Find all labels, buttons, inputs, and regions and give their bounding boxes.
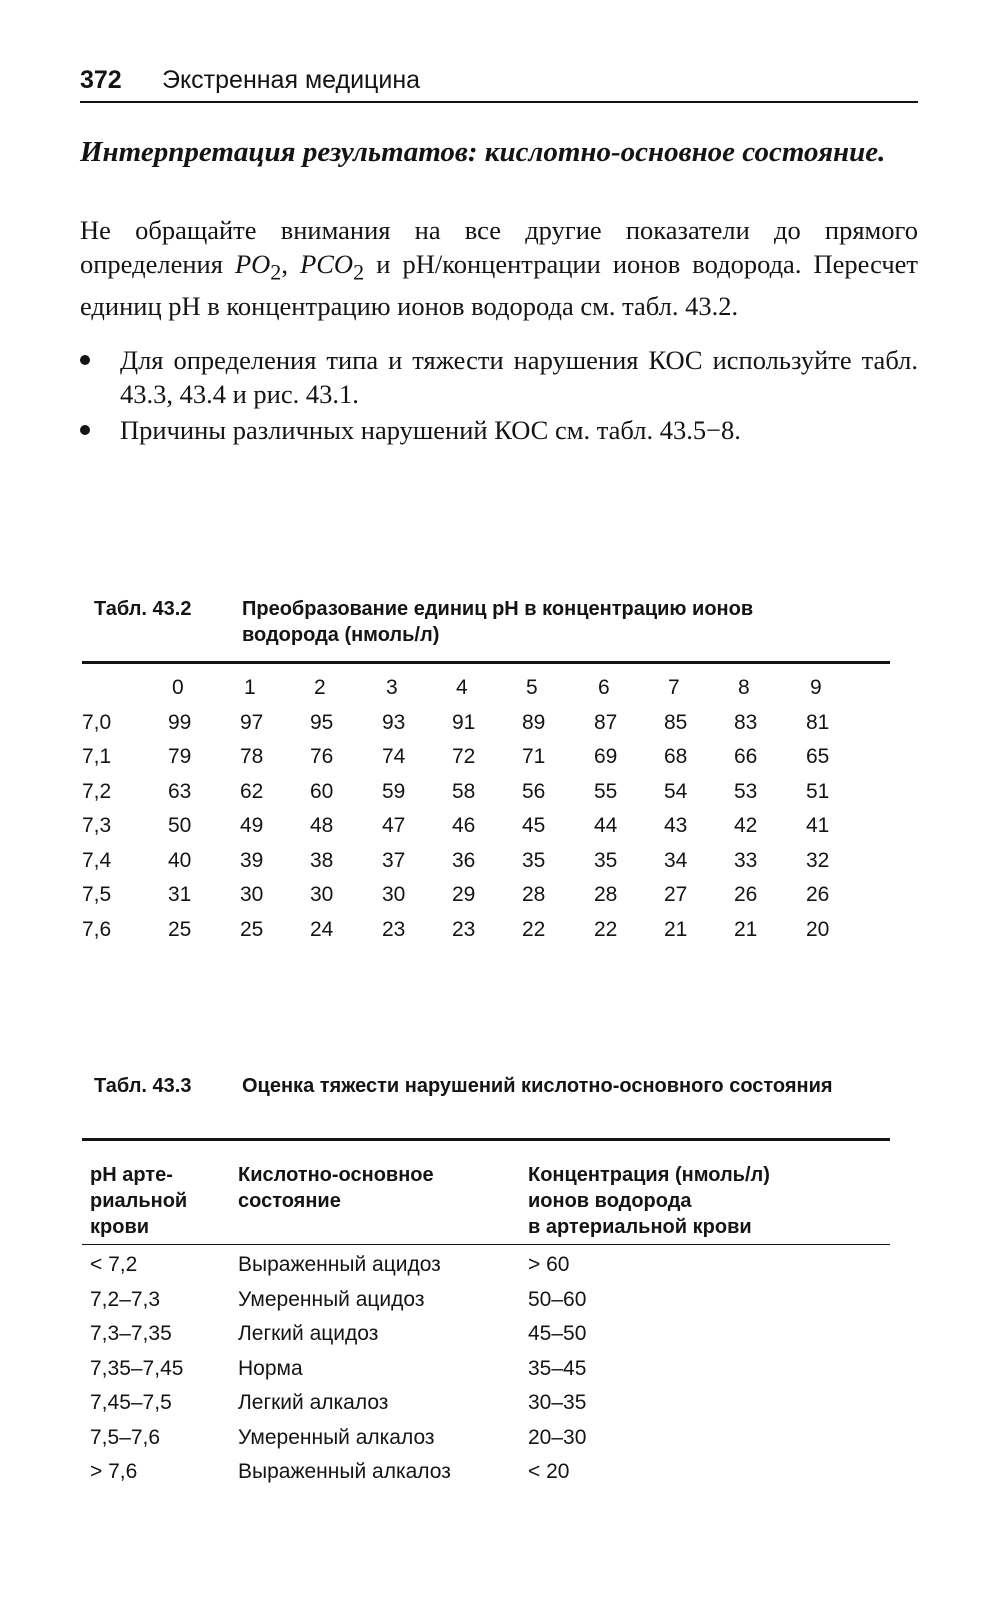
row-ph-range: > 7,6 bbox=[90, 1460, 138, 1483]
table-cell-value: 25 bbox=[240, 917, 264, 941]
table-row bbox=[82, 1322, 892, 1356]
row-acid-base-state: Легкий алкалоз bbox=[238, 1391, 389, 1414]
table-43-2-number: Табл. 43.2 bbox=[94, 598, 192, 620]
row-ph-range: 7,35–7,45 bbox=[90, 1356, 184, 1380]
table-cell-value: 26 bbox=[734, 883, 758, 906]
row-ph-label: 7,6 bbox=[82, 917, 112, 941]
table-cell-value: 35 bbox=[522, 848, 546, 872]
table-cell-value: 47 bbox=[382, 814, 406, 837]
row-ph-range: 7,45–7,5 bbox=[90, 1391, 172, 1414]
table-row bbox=[82, 1357, 892, 1391]
table-cell-value: 43 bbox=[664, 814, 688, 837]
row-concentration: 50–60 bbox=[528, 1287, 587, 1311]
table-cell-value: 23 bbox=[382, 917, 406, 941]
running-title: Экстренная медицина bbox=[162, 66, 421, 94]
table-cell-value: 62 bbox=[240, 779, 264, 803]
table-cell-value: 54 bbox=[664, 779, 688, 803]
table-cell-value: 51 bbox=[806, 779, 830, 803]
table-row bbox=[82, 1426, 892, 1460]
table-cell-value: 28 bbox=[522, 883, 546, 906]
body-paragraph bbox=[80, 213, 918, 323]
para-text-2: , bbox=[281, 249, 301, 279]
table-cell-value: 68 bbox=[664, 745, 688, 768]
row-acid-base-state: Выраженный алкалоз bbox=[238, 1460, 451, 1483]
column-header-digit: 4 bbox=[456, 676, 468, 699]
table-cell-value: 38 bbox=[310, 848, 334, 872]
table-43-3-header-rule bbox=[82, 1244, 890, 1245]
table-43-3-number: Табл. 43.3 bbox=[94, 1075, 192, 1097]
column-header-digit: 0 bbox=[172, 676, 184, 699]
table-cell-value: 58 bbox=[452, 779, 476, 803]
table-cell-value: 89 bbox=[522, 710, 546, 734]
table-cell-value: 22 bbox=[594, 917, 618, 941]
table-cell-value: 91 bbox=[452, 710, 476, 734]
table-cell-value: 63 bbox=[168, 779, 192, 803]
row-ph-range: < 7,2 bbox=[90, 1253, 138, 1276]
table-cell-value: 33 bbox=[734, 848, 758, 872]
row-acid-base-state: Легкий ацидоз bbox=[238, 1322, 379, 1345]
po2-symbol: PO bbox=[234, 249, 271, 279]
table-cell-value: 97 bbox=[240, 710, 264, 734]
row-ph-range: 7,5–7,6 bbox=[90, 1425, 161, 1449]
table-cell-value: 35 bbox=[594, 848, 618, 872]
table-43-3-body bbox=[82, 1253, 890, 1503]
table-43-3-top-rule bbox=[82, 1138, 890, 1141]
table-cell-value: 44 bbox=[594, 814, 618, 837]
section-title: Интерпретация результатов: кислотно-основное состояние. bbox=[80, 136, 886, 168]
table-cell-value: 21 bbox=[734, 917, 758, 941]
row-acid-base-state: Выраженный ацидоз bbox=[238, 1253, 441, 1276]
po2-subscript: 2 bbox=[270, 259, 282, 285]
bullet-dot-icon bbox=[80, 355, 90, 365]
table-cell-value: 78 bbox=[240, 745, 264, 768]
table-cell-value: 87 bbox=[594, 710, 618, 734]
table-cell-value: 26 bbox=[806, 883, 830, 906]
table-cell-value: 55 bbox=[594, 779, 618, 803]
running-header bbox=[80, 62, 916, 102]
table-cell-value: 22 bbox=[522, 917, 546, 941]
table-cell-value: 31 bbox=[168, 883, 192, 906]
row-ph-label: 7,2 bbox=[82, 779, 112, 803]
row-acid-base-state: Умеренный ацидоз bbox=[238, 1287, 425, 1311]
column-header-digit: 7 bbox=[668, 676, 680, 699]
table-cell-value: 41 bbox=[806, 814, 830, 837]
table-row bbox=[82, 1391, 892, 1425]
row-ph-label: 7,0 bbox=[82, 710, 112, 734]
table-cell-value: 27 bbox=[664, 883, 688, 906]
row-ph-range: 7,2–7,3 bbox=[90, 1287, 161, 1311]
table-cell-value: 32 bbox=[806, 848, 830, 872]
table-43-3-header-ph: pH арте- риальной крови bbox=[90, 1164, 188, 1238]
header-rule bbox=[80, 101, 918, 103]
row-concentration: 35–45 bbox=[528, 1356, 587, 1380]
row-ph-label: 7,1 bbox=[82, 745, 112, 768]
table-cell-value: 30 bbox=[240, 883, 264, 906]
para-text-3: и pH/концентрации ионов водорода. Пересчет единиц pH в концентрацию ионов водорода см. табл. 43.2. bbox=[80, 249, 918, 322]
column-header-digit: 1 bbox=[244, 676, 256, 699]
table-row bbox=[82, 1253, 892, 1287]
table-cell-value: 66 bbox=[734, 745, 758, 768]
table-cell-value: 65 bbox=[806, 745, 830, 768]
table-cell-value: 42 bbox=[734, 814, 758, 837]
table-cell-value: 69 bbox=[594, 745, 618, 768]
pco2-subscript: 2 bbox=[353, 259, 365, 285]
column-header-digit: 6 bbox=[598, 676, 610, 699]
table-cell-value: 37 bbox=[382, 848, 406, 872]
table-cell-value: 21 bbox=[664, 917, 688, 941]
table-cell-value: 93 bbox=[382, 710, 406, 734]
table-cell-value: 48 bbox=[310, 814, 334, 837]
table-cell-value: 74 bbox=[382, 745, 406, 768]
table-cell-value: 25 bbox=[168, 917, 192, 941]
page-number: 372 bbox=[80, 66, 122, 94]
table-cell-value: 76 bbox=[310, 745, 334, 768]
column-header-digit: 5 bbox=[526, 676, 538, 699]
table-cell-value: 59 bbox=[382, 779, 406, 803]
table-cell-value: 71 bbox=[522, 745, 546, 768]
column-header-digit: 3 bbox=[386, 676, 398, 699]
column-header-digit: 2 bbox=[314, 676, 326, 699]
table-cell-value: 34 bbox=[664, 848, 688, 872]
table-cell-value: 99 bbox=[168, 710, 192, 734]
row-concentration: 30–35 bbox=[528, 1391, 587, 1414]
table-43-2-caption bbox=[94, 596, 894, 652]
table-cell-value: 23 bbox=[452, 917, 476, 941]
table-cell-value: 45 bbox=[522, 814, 546, 837]
row-concentration: 45–50 bbox=[528, 1322, 587, 1345]
row-ph-label: 7,5 bbox=[82, 883, 112, 906]
row-ph-range: 7,3–7,35 bbox=[90, 1322, 172, 1345]
table-row bbox=[82, 1288, 892, 1322]
table-cell-value: 81 bbox=[806, 710, 830, 734]
table-cell-value: 28 bbox=[594, 883, 618, 906]
column-header-digit: 8 bbox=[738, 676, 750, 699]
table-43-2-grid bbox=[82, 676, 890, 946]
row-acid-base-state: Норма bbox=[238, 1356, 303, 1380]
para-text-1: Не обращайте внимания на все другие показатели до прямого определения bbox=[80, 215, 918, 279]
table-43-3-header-conc: Концентрация (нмоль/л) ионов водорода в артериальной крови bbox=[528, 1164, 770, 1238]
table-cell-value: 30 bbox=[382, 883, 406, 906]
table-cell-value: 29 bbox=[452, 883, 476, 906]
row-ph-label: 7,3 bbox=[82, 814, 112, 837]
table-43-2-title: Преобразование единиц pH в концентрацию ионов водорода (нмоль/л) bbox=[242, 598, 754, 646]
table-cell-value: 85 bbox=[664, 710, 688, 734]
row-concentration: < 20 bbox=[528, 1460, 570, 1483]
table-cell-value: 95 bbox=[310, 710, 334, 734]
table-cell-value: 53 bbox=[734, 779, 758, 803]
table-row bbox=[82, 1460, 892, 1494]
column-header-digit: 9 bbox=[810, 676, 822, 699]
row-acid-base-state: Умеренный алкалоз bbox=[238, 1425, 435, 1449]
row-concentration: 20–30 bbox=[528, 1425, 587, 1449]
table-cell-value: 36 bbox=[452, 848, 476, 872]
table-cell-value: 20 bbox=[806, 917, 830, 941]
table-cell-value: 60 bbox=[310, 779, 334, 803]
table-cell-value: 56 bbox=[522, 779, 546, 803]
bullet-item: Для определения типа и тяжести нарушения КОС используйте табл. 43.3, 43.4 и рис. 43.1. bbox=[80, 343, 918, 411]
row-ph-label: 7,4 bbox=[82, 848, 112, 872]
table-cell-value: 72 bbox=[452, 745, 476, 768]
table-cell-value: 40 bbox=[168, 848, 192, 872]
table-cell-value: 46 bbox=[452, 814, 476, 837]
table-cell-value: 83 bbox=[734, 710, 758, 734]
table-cell-value: 49 bbox=[240, 814, 264, 837]
table-cell-value: 24 bbox=[310, 917, 334, 941]
table-cell-value: 39 bbox=[240, 848, 264, 872]
bullet-list bbox=[80, 343, 918, 449]
table-cell-value: 50 bbox=[168, 814, 192, 837]
pco2-symbol: PCO bbox=[300, 249, 354, 279]
bullet-item: Причины различных нарушений КОС см. табл. 43.5−8. bbox=[80, 413, 918, 447]
table-cell-value: 79 bbox=[168, 745, 192, 768]
table-cell-value: 30 bbox=[310, 883, 334, 906]
table-43-3-title: Оценка тяжести нарушений кислотно-основного состояния bbox=[242, 1075, 833, 1097]
table-43-3-caption bbox=[94, 1073, 894, 1129]
table-43-2-top-rule bbox=[82, 661, 890, 664]
bullet-dot-icon bbox=[80, 425, 90, 435]
row-concentration: > 60 bbox=[528, 1253, 570, 1276]
table-43-3-header-state: Кислотно-основное состояние bbox=[238, 1164, 434, 1212]
